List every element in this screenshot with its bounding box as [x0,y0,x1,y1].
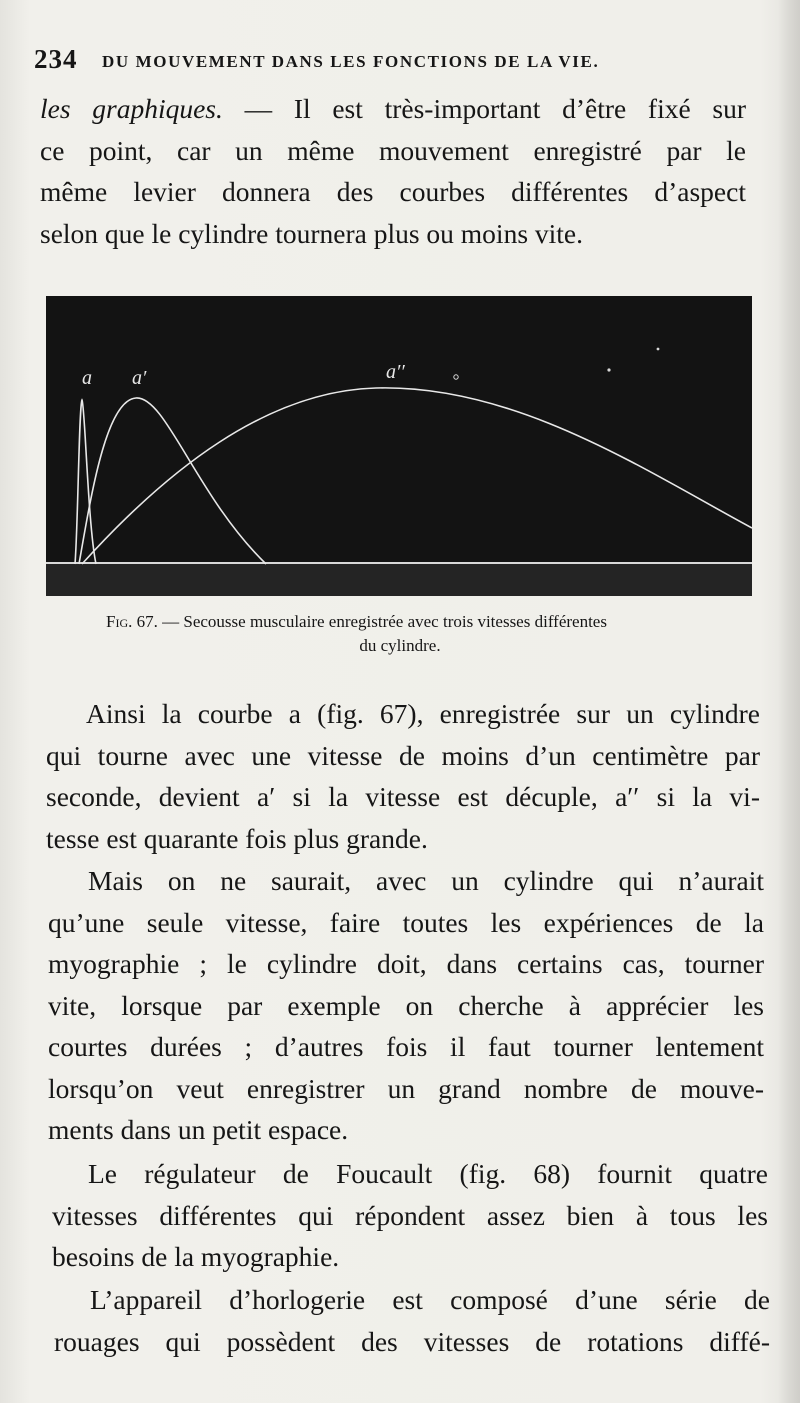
speck-mark [607,368,610,371]
text-line: qu’une seule vitesse, faire toutes les expériences de la [48,906,764,938]
text-line: rouages qui possèdent des vitesses de rotations diffé- [54,1325,770,1357]
text-line: seconde, devient a′ si la vitesse est décuple, a′′ si la vi- [46,781,760,812]
text-line: vitesses différentes qui répondent assez bien à tous les [52,1199,768,1231]
paragraph-3 [48,860,764,1151]
figure-67 [46,296,752,596]
paragraph-1 [40,88,746,254]
caption-text: — Secousse musculaire enregistrée avec trois vitesses différentes [157,612,607,631]
page-number: 234 [34,44,78,74]
italic-phrase: les graphiques. [40,93,223,124]
paragraph-5 [54,1279,770,1362]
text-line: qui tourne avec une vitesse de moins d’un centimètre par [46,739,760,771]
text-line: Le régulateur de Foucault (fig. 68) fournit quatre [88,1158,768,1189]
figure-caption [40,610,760,658]
caption-line-1 [40,610,760,634]
text-line [40,88,746,130]
running-title: DU MOUVEMENT DANS LES FONCTIONS DE LA VIE. [102,52,600,71]
page-header [34,44,754,78]
text-line: ments dans un petit espace. [48,1114,349,1145]
text-line: lorsqu’on veut enregistrer un grand nombre de mouve- [48,1072,764,1104]
text-line: courtes durées ; d’autres fois il faut tourner lentement [48,1031,764,1062]
text-line: ce point, car un même mouvement enregistré par le [40,134,746,166]
text-line: besoins de la myographie. [52,1241,340,1272]
text-line: myographie ; le cylindre doit, dans certains cas, tourner [48,948,764,979]
caption-line-2: du cylindre. [359,636,441,655]
text-line: tesse est quarante fois plus grande. [46,822,428,854]
page-edge-shadow [778,0,800,1403]
muscle-twitch-curves [46,296,752,596]
text-line: Mais on ne saurait, avec un cylindre qui n’aurait [88,865,764,896]
label-a-prime: a′ [132,367,147,389]
figure-label: Fig. 67. [106,612,158,631]
line-text: — Il est très-important d’être fixé sur [222,93,746,124]
speck-mark [657,348,660,351]
label-a: a [82,367,92,389]
paragraph-4 [52,1153,768,1278]
label-a-double-prime: a′′ [386,361,405,383]
text-line: L’appareil d’horlogerie est composé d’une série de [90,1284,770,1315]
text-line: Ainsi la courbe a (fig. 67), enregistrée sur un cylindre [86,698,760,729]
baseline [46,562,752,564]
text-line: selon que le cylindre tournera plus ou moins vite. [40,217,584,249]
text-line: même levier donnera des courbes différentes d’aspect [40,176,746,207]
text-line: vite, lorsque par exemple on cherche à apprécier les [48,989,764,1021]
paragraph-2 [46,693,760,859]
